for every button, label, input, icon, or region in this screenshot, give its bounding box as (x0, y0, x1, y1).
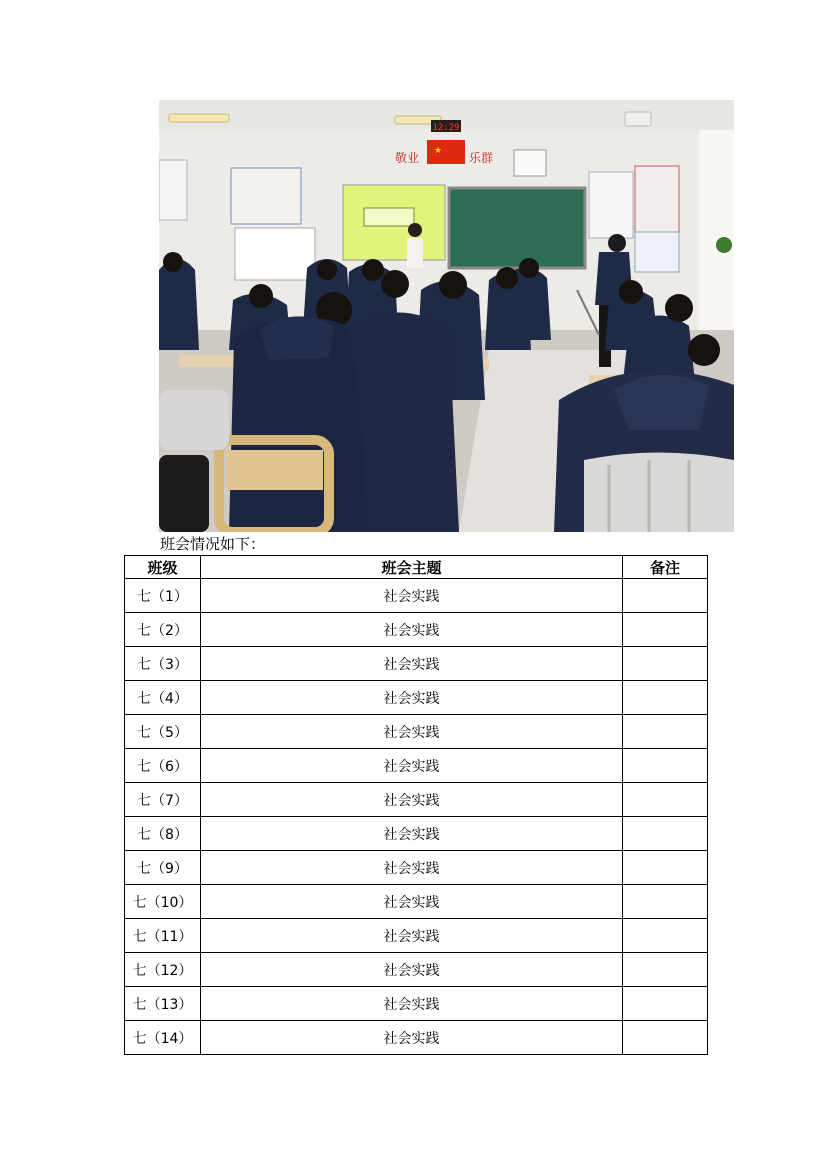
cell-note (623, 579, 708, 613)
cell-note (623, 715, 708, 749)
cell-note (623, 647, 708, 681)
table-row (125, 783, 708, 817)
cell-note (623, 783, 708, 817)
cell-class: 七（6） (125, 749, 201, 783)
slogan-right: 乐群 (469, 151, 494, 165)
table-row (125, 715, 708, 749)
cell-note (623, 613, 708, 647)
table-row (125, 681, 708, 715)
cell-theme: 社会实践 (201, 783, 623, 817)
table-row (125, 817, 708, 851)
table-body (125, 579, 708, 1055)
class-meeting-table (124, 555, 708, 1055)
cell-class: 七（14） (125, 1021, 201, 1055)
cell-class: 七（13） (125, 987, 201, 1021)
cell-theme: 社会实践 (201, 681, 623, 715)
classroom-photo (159, 100, 734, 532)
table-row (125, 749, 708, 783)
cell-theme: 社会实践 (201, 715, 623, 749)
cell-note (623, 749, 708, 783)
cell-class: 七（4） (125, 681, 201, 715)
slogan-left: 敬业 (395, 151, 420, 165)
cell-note (623, 817, 708, 851)
cell-class: 七（7） (125, 783, 201, 817)
table-row (125, 953, 708, 987)
cell-theme: 社会实践 (201, 613, 623, 647)
cell-note (623, 953, 708, 987)
table-header-row (125, 556, 708, 579)
cell-theme: 社会实践 (201, 1021, 623, 1055)
table-row (125, 579, 708, 613)
cell-note (623, 919, 708, 953)
wall-clock-display: 12:29 (432, 123, 460, 133)
header-class: 班级 (125, 556, 201, 579)
cell-theme: 社会实践 (201, 817, 623, 851)
cell-theme: 社会实践 (201, 987, 623, 1021)
caption: 班会情况如下： (160, 535, 266, 553)
cell-theme: 社会实践 (201, 885, 623, 919)
cell-theme: 社会实践 (201, 851, 623, 885)
header-note: 备注 (623, 556, 708, 579)
table-row (125, 885, 708, 919)
table-row (125, 647, 708, 681)
table-row (125, 919, 708, 953)
cell-class: 七（9） (125, 851, 201, 885)
header-theme: 班会主题 (201, 556, 623, 579)
cell-note (623, 885, 708, 919)
cell-theme: 社会实践 (201, 953, 623, 987)
cell-class: 七（2） (125, 613, 201, 647)
cell-theme: 社会实践 (201, 919, 623, 953)
cell-class: 七（1） (125, 579, 201, 613)
cell-class: 七（3） (125, 647, 201, 681)
cell-note (623, 987, 708, 1021)
cell-note (623, 851, 708, 885)
cell-theme: 社会实践 (201, 749, 623, 783)
cell-note (623, 681, 708, 715)
cell-class: 七（5） (125, 715, 201, 749)
cell-class: 七（11） (125, 919, 201, 953)
cell-class: 七（10） (125, 885, 201, 919)
cell-theme: 社会实践 (201, 647, 623, 681)
cell-class: 七（8） (125, 817, 201, 851)
table-row (125, 1021, 708, 1055)
table-row (125, 851, 708, 885)
cell-class: 七（12） (125, 953, 201, 987)
svg-text:★: ★ (434, 146, 443, 156)
table-row (125, 987, 708, 1021)
table-row (125, 613, 708, 647)
cell-theme: 社会实践 (201, 579, 623, 613)
cell-note (623, 1021, 708, 1055)
